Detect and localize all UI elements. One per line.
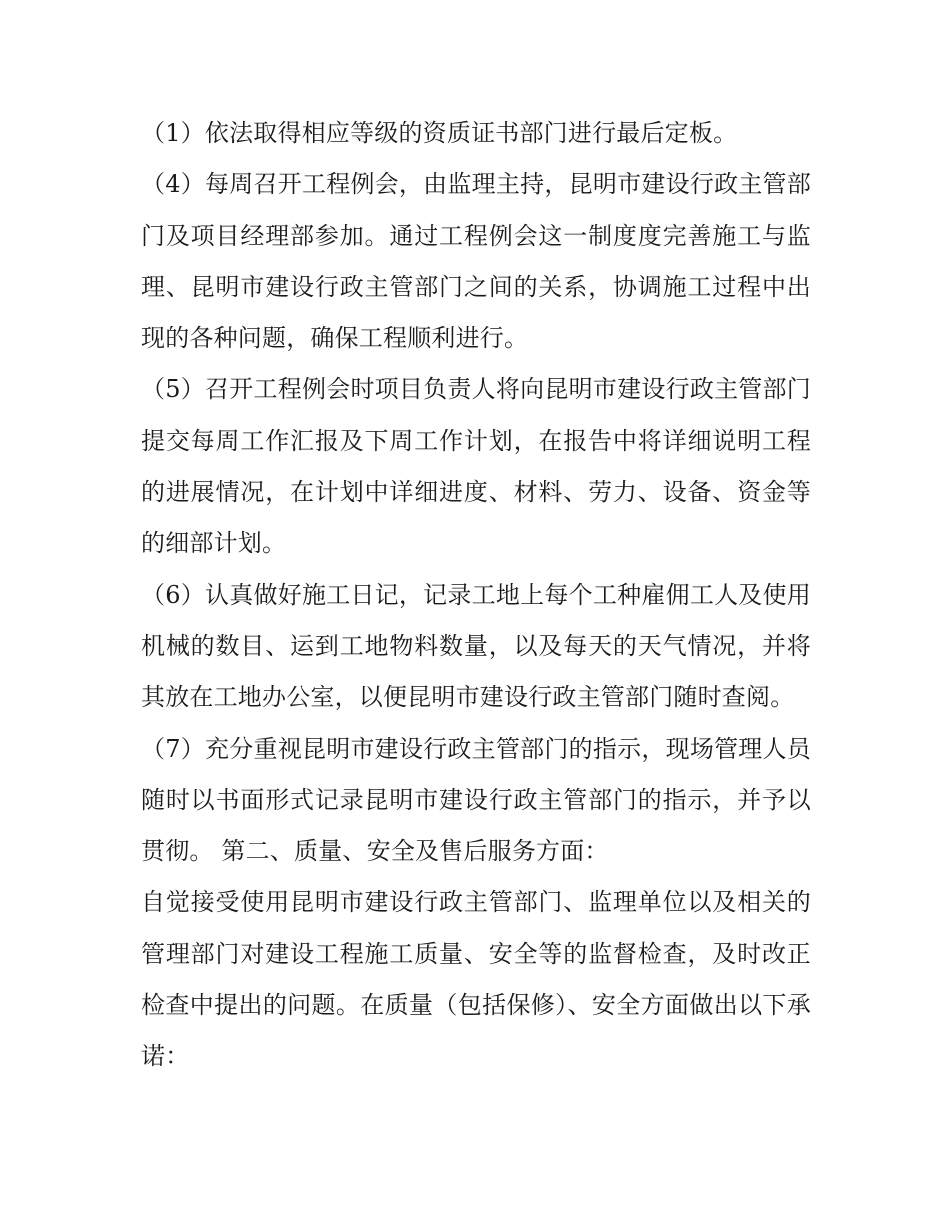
paragraph-item-7: （7）充分重视昆明市建设行政主管部门的指示，现场管理人员随时以书面形式记录昆明市建设行政主管部门的指示，并予以贯彻。 第二、质量、安全及售后服务方面： [141, 734, 811, 866]
paragraph-quality-commitment: 自觉接受使用昆明市建设行政主管部门、监理单位以及相关的管理部门对建设工程施工质量、安全等的监督检查，及时改正检查中提出的问题。在质量（包括保修）、安全方面做出以下承诺： [141, 888, 811, 1071]
paragraph-item-5: （5）召开工程例会时项目负责人将向昆明市建设行政主管部门提交每周工作汇报及下周工作计划，在报告中将详细说明工程的进展情况，在计划中详细进度、材料、劳力、设备、资金等的细部计划。 [141, 375, 811, 558]
paragraph-item-1: （1）依法取得相应等级的资质证书部门进行最后定板。 [141, 119, 738, 147]
document-body [141, 108, 811, 1083]
paragraph-item-4: （4）每周召开工程例会，由监理主持，昆明市建设行政主管部门及项目经理部参加。通过工程例会这一制度度完善施工与监理、昆明市建设行政主管部门之间的关系，协调施工过程中出现的各种问题，确保工程顺利进行。 [141, 170, 811, 353]
paragraph-item-6: （6）认真做好施工日记，记录工地上每个工种雇佣工人及使用机械的数目、运到工地物料数量，以及每天的天气情况，并将其放在工地办公室，以便昆明市建设行政主管部门随时查阅。 [141, 580, 811, 712]
